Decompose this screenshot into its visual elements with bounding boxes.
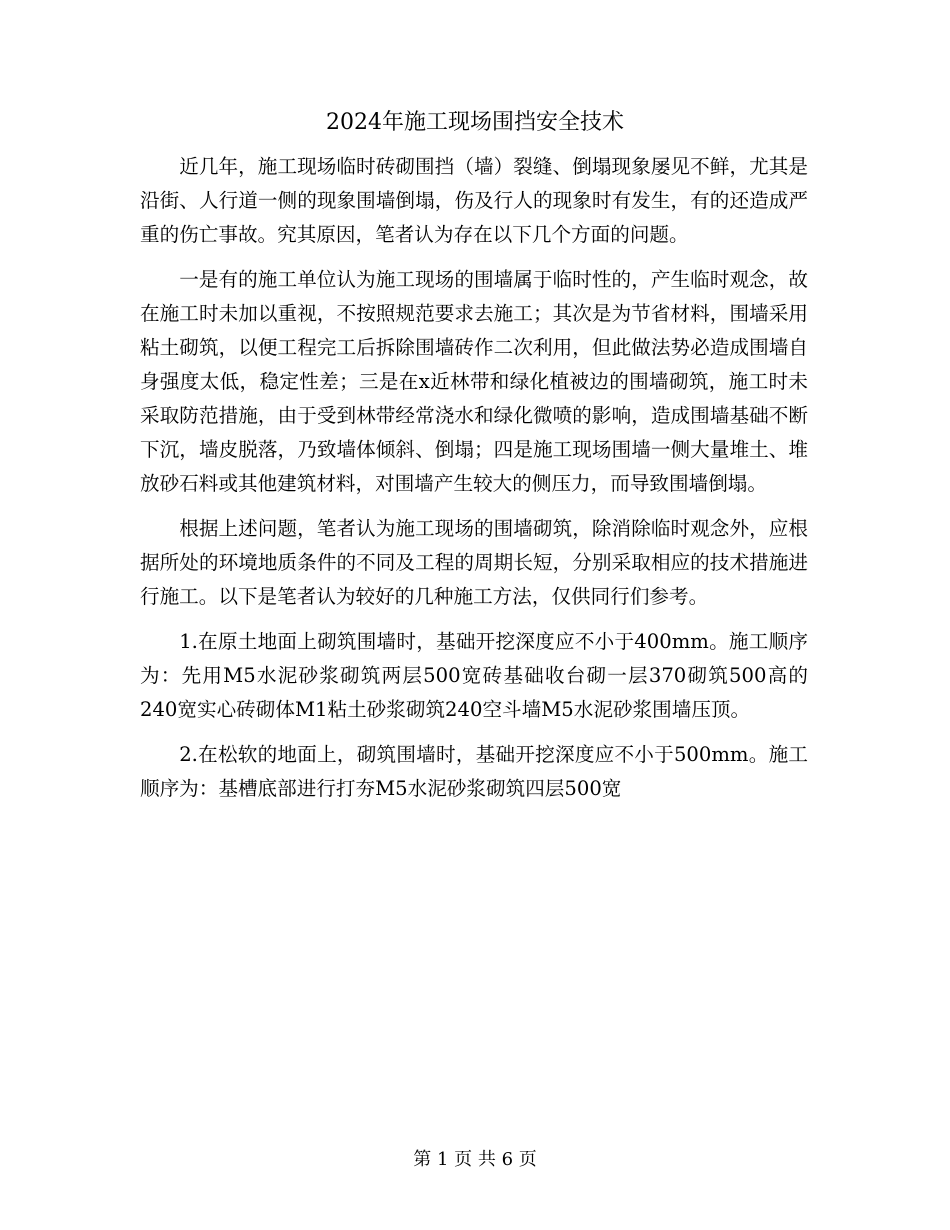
paragraph-solutions: 根据上述问题，笔者认为施工现场的围墙砌筑，除消除临时观念外，应根据所处的环境地质条件的不同及工程的周期长短，分别采取相应的技术措施进行施工。以下是笔者认为较好的几种施工方法，仅供同行们参考。 [140,517,808,608]
paragraph-method-1: 1.在原土地面上砌筑围墙时，基础开挖深度应不小于400mm。施工顺序为：先用M5水泥砂浆砌筑两层500宽砖基础收台砌一层370砌筑500高的240宽实心砖砌体M1粘土砂浆砌筑240空斗墙M5水泥砂浆围墙压顶。 [140,630,808,721]
paragraph-problems: 一是有的施工单位认为施工现场的围墙属于临时性的，产生临时观念，故在施工时未加以重视，不按照规范要求去施工；其次是为节省材料，围墙采用粘土砌筑，以便工程完工后拆除围墙砖作二次利用，但此做法势必造成围墙自身强度太低，稳定性差；三是在x近林带和绿化植被边的围墙砌筑，施工时未采取防范措施，由于受到林带经常浇水和绿化微喷的影响，造成围墙基础不断下沉，墙皮脱落，乃致墙体倾斜、倒塌；四是施工现场围墙一侧大量堆土、堆放砂石料或其他建筑材料，对围墙产生较大的侧压力，而导致围墙倒塌。 [140,268,808,495]
page-number-footer: 第 1 页 共 6 页 [413,1149,537,1170]
paragraph-intro: 近几年，施工现场临时砖砌围挡（墙）裂缝、倒塌现象屡见不鲜，尤其是沿街、人行道一侧的现象围墙倒塌，伤及行人的现象时有发生，有的还造成严重的伤亡事故。究其原因，笔者认为存在以下几个方面的问题。 [140,155,808,246]
paragraph-method-2: 2.在松软的地面上，砌筑围墙时，基础开挖深度应不小于500mm。施工顺序为：基槽底部进行打夯M5水泥砂浆砌筑四层500宽 [140,743,808,800]
document-body [140,150,808,817]
document-title: 2024年施工现场围挡安全技术 [326,110,624,135]
